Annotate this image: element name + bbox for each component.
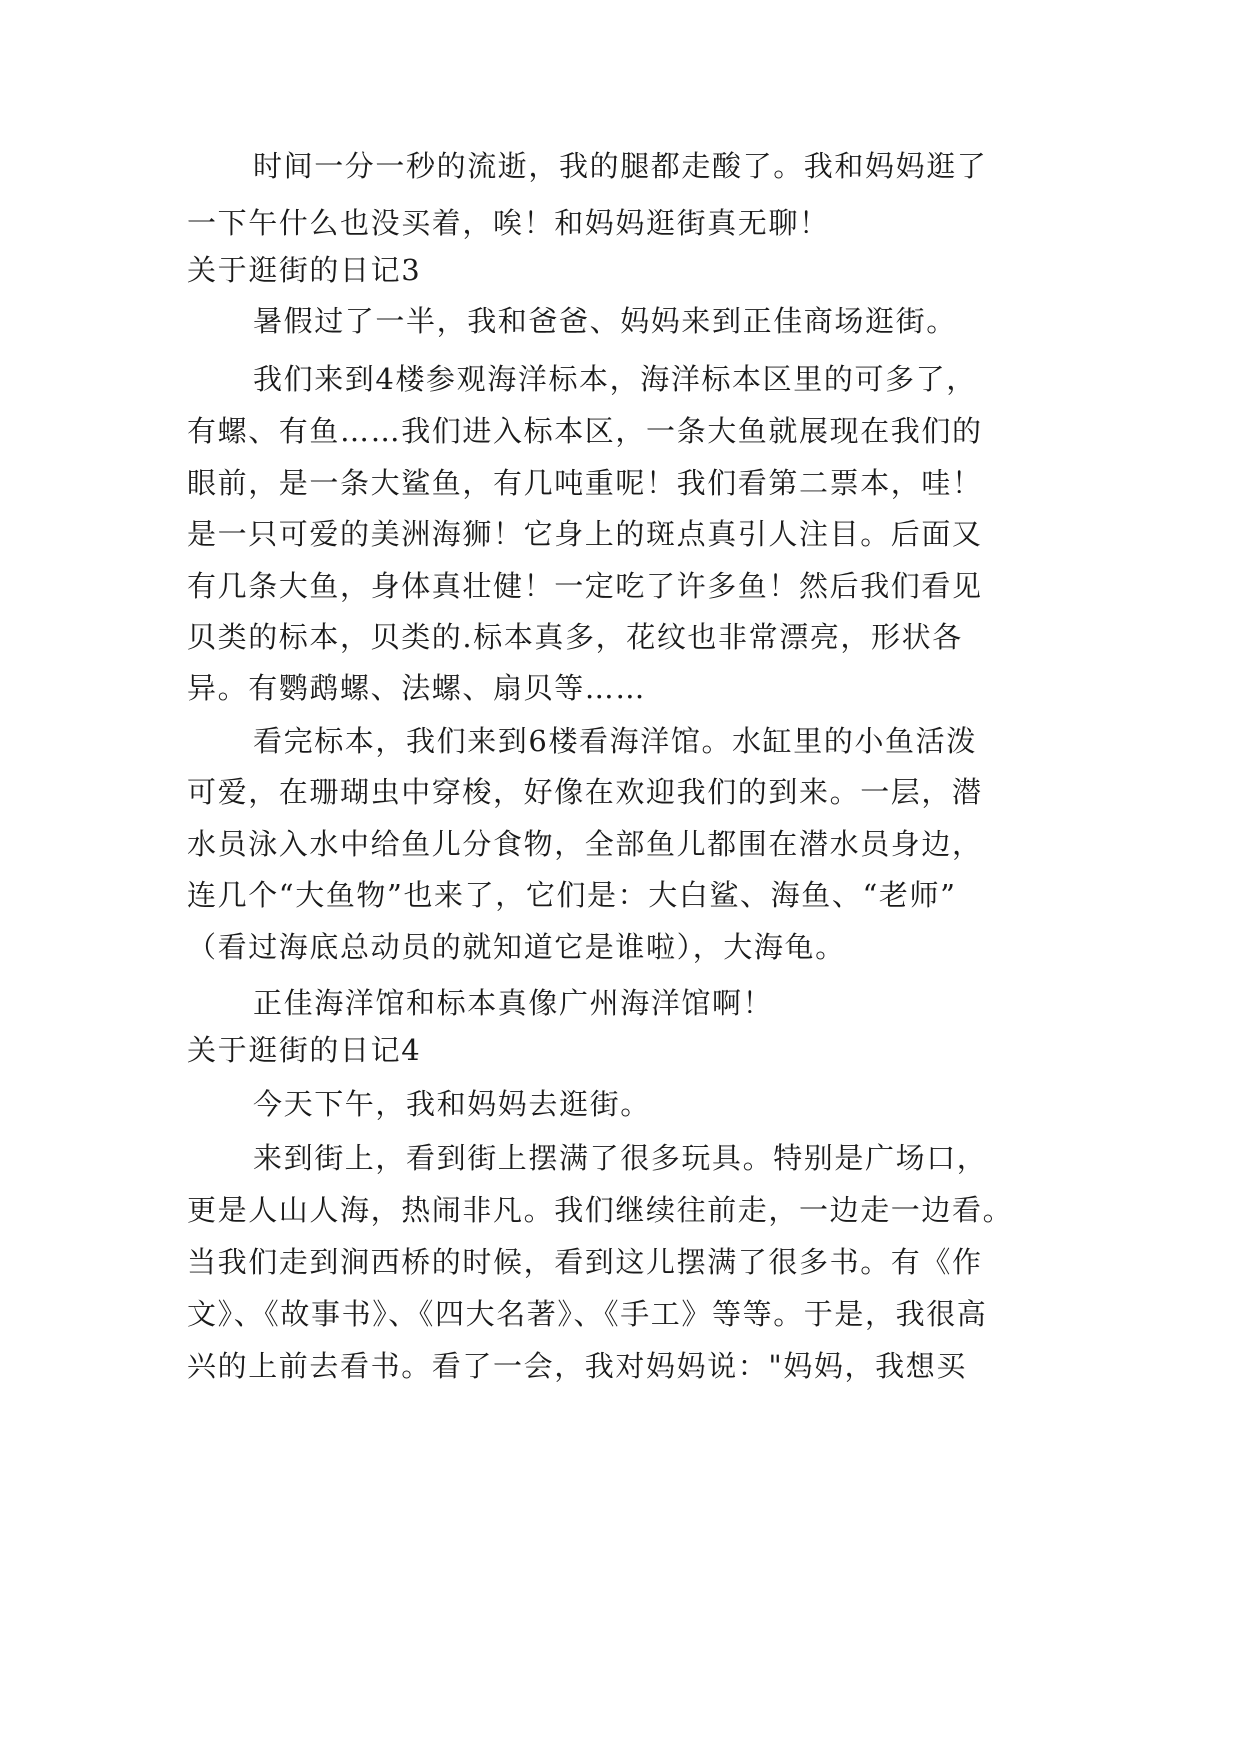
paragraph-line: 可爱，在珊瑚虫中穿梭，好像在欢迎我们的到来。一层，潜	[187, 775, 983, 809]
paragraph-line: 一下午什么也没买着，唉！和妈妈逛街真无聊！	[187, 206, 830, 240]
paragraph-line: 文》、《故事书》、《四大名著》、《手工》等等。于是，我很高	[187, 1297, 988, 1331]
paragraph-line: 时间一分一秒的流逝，我的腿都走酸了。我和妈妈逛了	[253, 149, 988, 183]
paragraph-line: 更是人山人海，热闹非凡。我们继续往前走，一边走一边看。	[187, 1193, 1014, 1227]
paragraph-line: 水员泳入水中给鱼儿分食物，全部鱼儿都围在潜水员身边，	[187, 827, 983, 861]
paragraph-line: 有几条大鱼，身体真壮健！一定吃了许多鱼！然后我们看见	[187, 569, 983, 603]
section-heading: 关于逛街的日记4	[187, 1033, 422, 1067]
paragraph-line: 连几个“大鱼物”也来了，它们是：大白鲨、海鱼、“老师”	[187, 878, 957, 912]
paragraph-line: 当我们走到涧西桥的时候，看到这儿摆满了很多书。有《作	[187, 1245, 983, 1279]
paragraph-line: 看完标本，我们来到6楼看海洋馆。水缸里的小鱼活泼	[253, 724, 977, 758]
paragraph-line: 异。有鹦鹉螺、法螺、扇贝等……	[187, 671, 647, 705]
paragraph-line: （看过海底总动员的就知道它是谁啦），大海龟。	[187, 930, 846, 964]
paragraph-line: 是一只可爱的美洲海狮！它身上的斑点真引人注目。后面又	[187, 517, 983, 551]
paragraph-line: 暑假过了一半，我和爸爸、妈妈来到正佳商场逛街。	[253, 304, 957, 338]
paragraph-line: 正佳海洋馆和标本真像广州海洋馆啊！	[253, 986, 774, 1020]
paragraph-line: 眼前，是一条大鲨鱼，有几吨重呢！我们看第二票本，哇！	[187, 466, 983, 500]
paragraph-line: 来到街上，看到街上摆满了很多玩具。特别是广场口，	[253, 1141, 988, 1175]
section-heading: 关于逛街的日记3	[187, 253, 422, 287]
paragraph-line: 有螺、有鱼……我们进入标本区，一条大鱼就展现在我们的	[187, 414, 983, 448]
paragraph-line: 贝类的标本，贝类的.标本真多，花纹也非常漂亮，形状各	[187, 620, 963, 654]
paragraph-line: 兴的上前去看书。看了一会，我对妈妈说："妈妈，我想买	[187, 1349, 967, 1383]
paragraph-line: 今天下午，我和妈妈去逛街。	[253, 1087, 651, 1121]
paragraph-line: 我们来到4楼参观海洋标本，海洋标本区里的可多了，	[253, 362, 977, 396]
